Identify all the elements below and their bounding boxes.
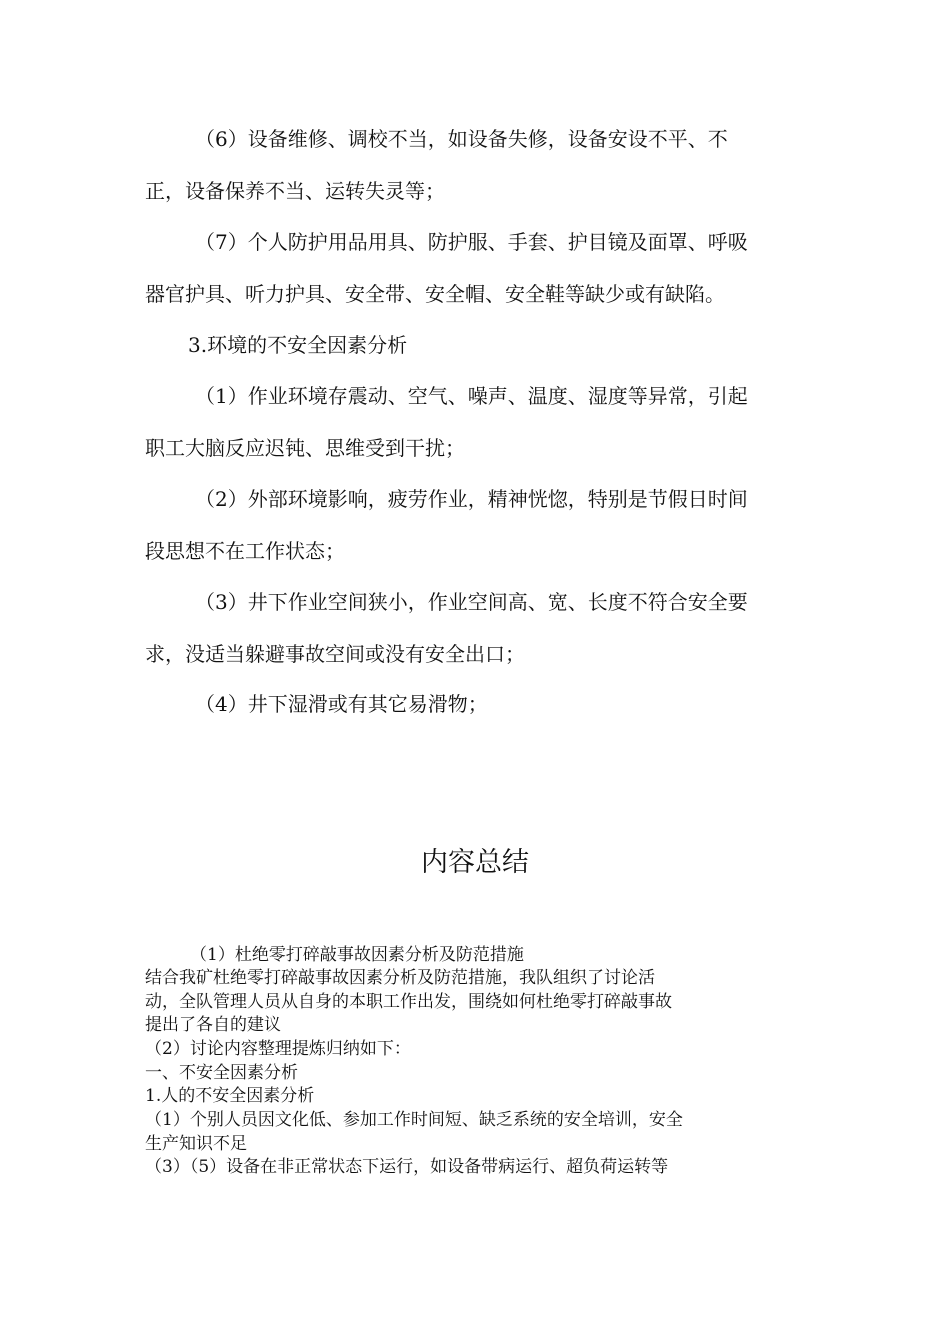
summary-line: （1）杜绝零打碎敲事故因素分析及防范措施 [190, 945, 524, 965]
paragraph-env-3-line-2: 求，没适当躲避事故空间或没有安全出口； [145, 642, 525, 666]
summary-line: 动，全队管理人员从自身的本职工作出发，围绕如何杜绝零打碎敲事故 [145, 992, 672, 1012]
paragraph-env-4: （4）井下湿滑或有其它易滑物； [195, 692, 488, 716]
paragraph-7-line-2: 器官护具、听力护具、安全带、安全帽、安全鞋等缺少或有缺陷。 [145, 282, 725, 306]
summary-line: （1）个别人员因文化低、参加工作时间短、缺乏系统的安全培训，安全 [145, 1110, 683, 1130]
summary-line: （3）（5）设备在非正常状态下运行，如设备带病运行、超负荷运转等 [145, 1157, 669, 1177]
section-heading-environment: 3.环境的不安全因素分析 [188, 333, 408, 357]
summary-line: 一、不安全因素分析 [145, 1063, 298, 1083]
paragraph-env-2-line-2: 段思想不在工作状态； [145, 539, 345, 563]
summary-title: 内容总结 [421, 847, 529, 878]
paragraph-7-line-1: （7）个人防护用品用具、防护服、手套、护目镜及面罩、呼吸 [195, 230, 748, 254]
paragraph-env-2-line-1: （2）外部环境影响，疲劳作业，精神恍惚，特别是节假日时间 [195, 487, 748, 511]
summary-line: 结合我矿杜绝零打碎敲事故因素分析及防范措施，我队组织了讨论活 [145, 968, 655, 988]
paragraph-6-line-1: （6）设备维修、调校不当，如设备失修，设备安设不平、不 [195, 127, 728, 151]
paragraph-env-1-line-1: （1）作业环境存震动、空气、噪声、温度、湿度等异常，引起 [195, 384, 748, 408]
summary-line: 提出了各自的建议 [145, 1015, 281, 1035]
paragraph-env-3-line-1: （3）井下作业空间狭小，作业空间高、宽、长度不符合安全要 [195, 590, 748, 614]
summary-line: 生产知识不足 [145, 1134, 247, 1154]
paragraph-env-1-line-2: 职工大脑反应迟钝、思维受到干扰； [145, 436, 465, 460]
summary-line: 1.人的不安全因素分析 [145, 1086, 315, 1106]
summary-line: （2）讨论内容整理提炼归纳如下： [145, 1039, 411, 1059]
paragraph-6-line-2: 正，设备保养不当、运转失灵等； [145, 179, 445, 203]
